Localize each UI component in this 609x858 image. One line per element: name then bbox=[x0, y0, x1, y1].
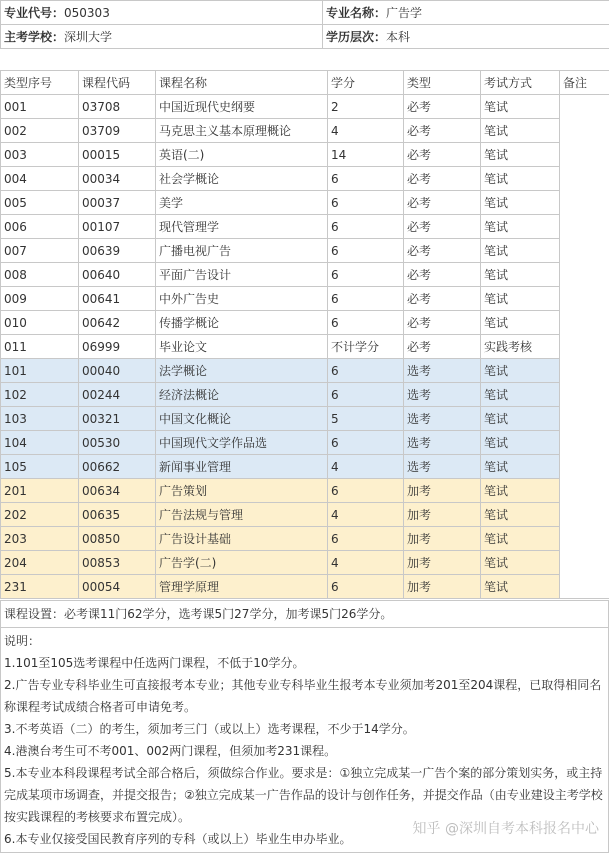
table-cell: 广播电视广告 bbox=[156, 239, 328, 263]
major-name-value: 广告学 bbox=[386, 6, 423, 20]
table-cell: 笔试 bbox=[481, 431, 560, 455]
column-header: 课程名称 bbox=[156, 71, 328, 95]
table-cell: 新闻事业管理 bbox=[156, 455, 328, 479]
table-cell: 00037 bbox=[79, 191, 156, 215]
note-item-4: 4.港澳台考生可不考001、002两门课程，但须加考231课程。 bbox=[4, 744, 337, 758]
remark-cell bbox=[560, 95, 609, 599]
table-row bbox=[1, 503, 609, 527]
watermark: 知乎 @深圳自考本科报名中心 bbox=[412, 821, 599, 837]
table-cell: 00107 bbox=[79, 215, 156, 239]
table-row bbox=[1, 287, 609, 311]
column-header: 类型 bbox=[404, 71, 481, 95]
table-cell: 231 bbox=[1, 575, 79, 599]
table-cell: 06999 bbox=[79, 335, 156, 359]
level-value: 本科 bbox=[386, 30, 411, 44]
table-cell: 社会学概论 bbox=[156, 167, 328, 191]
table-cell: 笔试 bbox=[481, 119, 560, 143]
table-cell: 笔试 bbox=[481, 479, 560, 503]
table-cell: 笔试 bbox=[481, 455, 560, 479]
table-row bbox=[1, 335, 609, 359]
table-cell: 00639 bbox=[79, 239, 156, 263]
table-cell: 笔试 bbox=[481, 575, 560, 599]
table-row bbox=[1, 551, 609, 575]
table-cell: 00662 bbox=[79, 455, 156, 479]
table-row bbox=[1, 407, 609, 431]
table-cell: 010 bbox=[1, 311, 79, 335]
table-header-row bbox=[1, 71, 609, 95]
table-row bbox=[1, 575, 609, 599]
table-cell: 005 bbox=[1, 191, 79, 215]
table-cell: 6 bbox=[328, 383, 404, 407]
table-cell: 笔试 bbox=[481, 287, 560, 311]
table-cell: 4 bbox=[328, 455, 404, 479]
table-cell: 101 bbox=[1, 359, 79, 383]
table-cell: 实践考核 bbox=[481, 335, 560, 359]
table-cell: 5 bbox=[328, 407, 404, 431]
table-cell: 笔试 bbox=[481, 383, 560, 407]
table-cell: 必考 bbox=[404, 95, 481, 119]
table-row bbox=[1, 455, 609, 479]
major-name-cell bbox=[323, 1, 609, 25]
table-cell: 必考 bbox=[404, 215, 481, 239]
table-cell: 笔试 bbox=[481, 95, 560, 119]
table-cell: 6 bbox=[328, 359, 404, 383]
table-cell: 103 bbox=[1, 407, 79, 431]
table-cell: 204 bbox=[1, 551, 79, 575]
level-label: 学历层次： bbox=[326, 30, 387, 44]
course-table-body bbox=[1, 71, 609, 599]
table-cell: 中国文化概论 bbox=[156, 407, 328, 431]
summary-row bbox=[1, 601, 609, 628]
major-info-table bbox=[0, 0, 609, 49]
table-cell: 011 bbox=[1, 335, 79, 359]
table-cell: 必考 bbox=[404, 143, 481, 167]
table-cell: 中国现代文学作品选 bbox=[156, 431, 328, 455]
table-row bbox=[1, 527, 609, 551]
table-cell: 广告法规与管理 bbox=[156, 503, 328, 527]
table-cell: 4 bbox=[328, 503, 404, 527]
table-cell: 00034 bbox=[79, 167, 156, 191]
table-row bbox=[1, 95, 609, 119]
table-cell: 6 bbox=[328, 479, 404, 503]
level-cell bbox=[323, 25, 609, 49]
table-row bbox=[1, 167, 609, 191]
column-header: 学分 bbox=[328, 71, 404, 95]
table-cell: 009 bbox=[1, 287, 79, 311]
table-cell: 加考 bbox=[404, 575, 481, 599]
table-cell: 105 bbox=[1, 455, 79, 479]
table-cell: 平面广告设计 bbox=[156, 263, 328, 287]
table-cell: 6 bbox=[328, 167, 404, 191]
table-cell: 00015 bbox=[79, 143, 156, 167]
table-cell: 4 bbox=[328, 551, 404, 575]
table-cell: 法学概论 bbox=[156, 359, 328, 383]
table-cell: 笔试 bbox=[481, 359, 560, 383]
course-table bbox=[0, 70, 609, 599]
table-cell: 202 bbox=[1, 503, 79, 527]
table-cell: 加考 bbox=[404, 479, 481, 503]
table-cell: 00853 bbox=[79, 551, 156, 575]
table-cell: 00641 bbox=[79, 287, 156, 311]
table-cell: 广告策划 bbox=[156, 479, 328, 503]
table-cell: 104 bbox=[1, 431, 79, 455]
school-cell bbox=[1, 25, 323, 49]
table-cell: 6 bbox=[328, 527, 404, 551]
table-cell: 选考 bbox=[404, 455, 481, 479]
major-code-label: 专业代号： bbox=[4, 6, 65, 20]
table-cell: 马克思主义基本原理概论 bbox=[156, 119, 328, 143]
table-cell: 00850 bbox=[79, 527, 156, 551]
column-header: 考试方式 bbox=[481, 71, 560, 95]
school-value: 深圳大学 bbox=[64, 30, 113, 44]
table-cell: 6 bbox=[328, 311, 404, 335]
table-cell: 6 bbox=[328, 575, 404, 599]
table-cell: 4 bbox=[328, 119, 404, 143]
table-cell: 笔试 bbox=[481, 263, 560, 287]
table-cell: 007 bbox=[1, 239, 79, 263]
table-cell: 笔试 bbox=[481, 407, 560, 431]
table-cell: 笔试 bbox=[481, 167, 560, 191]
table-cell: 选考 bbox=[404, 431, 481, 455]
table-cell: 6 bbox=[328, 263, 404, 287]
note-item-6: 6.本专业仅接受国民教育序列的专科（或以上）毕业生申办毕业。 bbox=[4, 832, 352, 846]
table-cell: 必考 bbox=[404, 311, 481, 335]
table-row bbox=[1, 239, 609, 263]
table-row bbox=[1, 263, 609, 287]
table-cell: 加考 bbox=[404, 551, 481, 575]
table-cell: 6 bbox=[328, 191, 404, 215]
table-cell: 选考 bbox=[404, 383, 481, 407]
note-item-1: 1.101至105选考课程中任选两门课程，不低于10学分。 bbox=[4, 656, 305, 670]
table-cell: 2 bbox=[328, 95, 404, 119]
table-cell: 00321 bbox=[79, 407, 156, 431]
summary-cell: 课程设置：必考课11门62学分，选考课5门27学分，加考课5门26学分。 bbox=[1, 601, 609, 628]
table-cell: 笔试 bbox=[481, 311, 560, 335]
table-cell: 004 bbox=[1, 167, 79, 191]
table-cell: 00634 bbox=[79, 479, 156, 503]
notes-title: 说明： bbox=[4, 634, 41, 648]
table-cell: 必考 bbox=[404, 191, 481, 215]
table-cell: 6 bbox=[328, 431, 404, 455]
table-cell: 中国近现代史纲要 bbox=[156, 95, 328, 119]
table-cell: 00635 bbox=[79, 503, 156, 527]
table-cell: 00640 bbox=[79, 263, 156, 287]
table-cell: 00040 bbox=[79, 359, 156, 383]
table-cell: 管理学原理 bbox=[156, 575, 328, 599]
table-cell: 笔试 bbox=[481, 215, 560, 239]
table-cell: 笔试 bbox=[481, 191, 560, 215]
table-cell: 中外广告史 bbox=[156, 287, 328, 311]
table-cell: 加考 bbox=[404, 527, 481, 551]
table-cell: 6 bbox=[328, 239, 404, 263]
table-cell: 传播学概论 bbox=[156, 311, 328, 335]
table-row bbox=[1, 119, 609, 143]
info-row-1 bbox=[1, 1, 609, 25]
school-label: 主考学校： bbox=[4, 30, 65, 44]
table-cell: 必考 bbox=[404, 167, 481, 191]
table-cell: 笔试 bbox=[481, 527, 560, 551]
table-cell: 102 bbox=[1, 383, 79, 407]
table-row bbox=[1, 143, 609, 167]
table-cell: 6 bbox=[328, 287, 404, 311]
table-cell: 选考 bbox=[404, 407, 481, 431]
column-header: 课程代码 bbox=[79, 71, 156, 95]
table-cell: 203 bbox=[1, 527, 79, 551]
table-cell: 14 bbox=[328, 143, 404, 167]
table-cell: 必考 bbox=[404, 239, 481, 263]
table-row bbox=[1, 383, 609, 407]
table-cell: 现代管理学 bbox=[156, 215, 328, 239]
table-cell: 笔试 bbox=[481, 239, 560, 263]
info-row-2 bbox=[1, 25, 609, 49]
table-row bbox=[1, 431, 609, 455]
table-cell: 必考 bbox=[404, 263, 481, 287]
notes-table bbox=[0, 600, 609, 853]
table-row bbox=[1, 215, 609, 239]
table-cell: 选考 bbox=[404, 359, 481, 383]
major-name-label: 专业名称： bbox=[326, 6, 387, 20]
table-cell: 经济法概论 bbox=[156, 383, 328, 407]
table-row bbox=[1, 311, 609, 335]
table-row bbox=[1, 479, 609, 503]
major-code-cell bbox=[1, 1, 323, 25]
column-header: 类型序号 bbox=[1, 71, 79, 95]
table-cell: 008 bbox=[1, 263, 79, 287]
table-cell: 03709 bbox=[79, 119, 156, 143]
table-cell: 6 bbox=[328, 215, 404, 239]
table-cell: 英语(二) bbox=[156, 143, 328, 167]
table-cell: 毕业论文 bbox=[156, 335, 328, 359]
table-cell: 不计学分 bbox=[328, 335, 404, 359]
table-cell: 00054 bbox=[79, 575, 156, 599]
table-cell: 00530 bbox=[79, 431, 156, 455]
table-row bbox=[1, 359, 609, 383]
column-header: 备注 bbox=[560, 71, 609, 95]
major-code-value: 050303 bbox=[64, 6, 110, 20]
table-cell: 笔试 bbox=[481, 143, 560, 167]
table-cell: 笔试 bbox=[481, 551, 560, 575]
note-item-5: 5.本专业本科段课程考试全部合格后，须做综合作业。要求是：①独立完成某一广告个案的部分策划实务，或主持完成某项市场调查，并提交报告；②独立完成某一广告作品的设计与创作任务，并提交作品（由专业建设主考学校按实践课程的考核要求布置完成）。 bbox=[4, 766, 603, 824]
table-cell: 201 bbox=[1, 479, 79, 503]
note-item-3: 3.不考英语（二）的考生，须加考三门（或以上）选考课程，不少于14学分。 bbox=[4, 722, 415, 736]
table-cell: 003 bbox=[1, 143, 79, 167]
table-cell: 必考 bbox=[404, 335, 481, 359]
table-cell: 002 bbox=[1, 119, 79, 143]
table-cell: 03708 bbox=[79, 95, 156, 119]
table-cell: 加考 bbox=[404, 503, 481, 527]
table-cell: 美学 bbox=[156, 191, 328, 215]
table-cell: 001 bbox=[1, 95, 79, 119]
table-cell: 00642 bbox=[79, 311, 156, 335]
table-cell: 笔试 bbox=[481, 503, 560, 527]
table-cell: 广告设计基础 bbox=[156, 527, 328, 551]
table-cell: 广告学(二) bbox=[156, 551, 328, 575]
table-cell: 00244 bbox=[79, 383, 156, 407]
table-cell: 必考 bbox=[404, 287, 481, 311]
table-cell: 必考 bbox=[404, 119, 481, 143]
note-item-2: 2.广告专业专科毕业生可直接报考本专业；其他专业专科毕业生报考本专业须加考201至204课程，已取得相同名称课程考试成绩合格者可申请免考。 bbox=[4, 678, 602, 714]
table-row bbox=[1, 191, 609, 215]
table-cell: 006 bbox=[1, 215, 79, 239]
